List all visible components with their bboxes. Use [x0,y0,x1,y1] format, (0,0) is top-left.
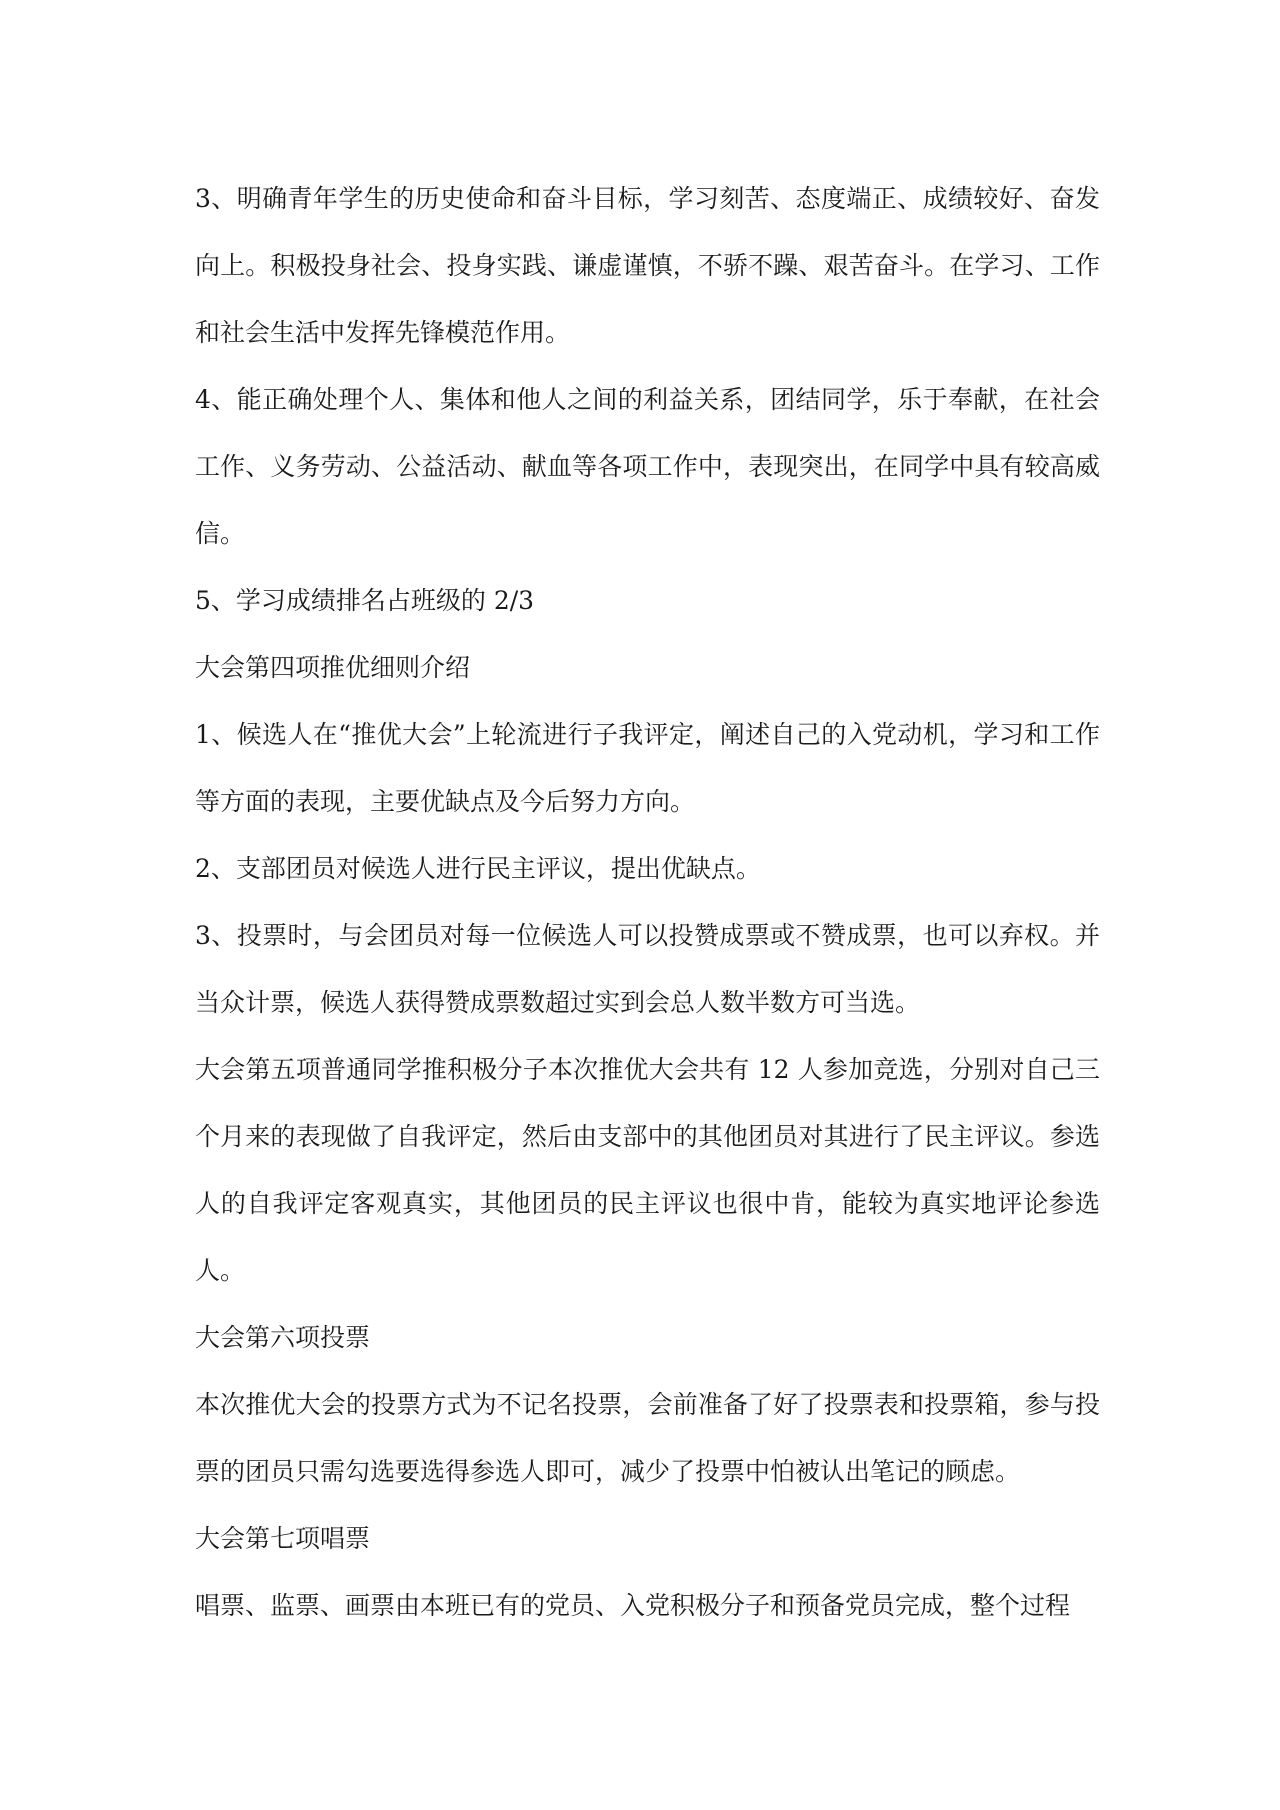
section-heading-4: 大会第四项推优细则介绍 [195,653,471,682]
paragraph-item-5: 5、学习成绩排名占班级的 2/3 [195,586,535,615]
section-heading-6: 大会第六项投票 [195,1323,371,1352]
document-body [195,165,1100,1639]
section-paragraph-5: 大会第五项普通同学推积极分子本次推优大会共有 12 人参加竞选，分别对自己三个月来的表现做了自我评定，然后由支部中的其他团员对其进行了民主评议。参选人的自我评定客观真实，其他团员的民主评议也很中肯，能较为真实地评论参选人。 [195,1055,1100,1285]
paragraph-rule-1: 1、候选人在“推优大会”上轮流进行子我评定，阐述自己的入党动机，学习和工作等方面的表现，主要优缺点及今后努力方向。 [195,720,1100,816]
paragraph-item-4: 4、能正确处理个人、集体和他人之间的利益关系，团结同学，乐于奉献，在社会工作、义务劳动、公益活动、献血等各项工作中，表现突出，在同学中具有较高威信。 [195,385,1100,548]
section-heading-7: 大会第七项唱票 [195,1524,371,1553]
paragraph-rule-2: 2、支部团员对候选人进行民主评议，提出优缺点。 [195,854,761,883]
paragraph-rule-3: 3、投票时，与会团员对每一位候选人可以投赞成票或不赞成票，也可以弃权。并当众计票，候选人获得赞成票数超过实到会总人数半数方可当选。 [195,921,1100,1017]
paragraph-counting: 唱票、监票、画票由本班已有的党员、入党积极分子和预备党员完成，整个过程 [195,1591,1071,1620]
paragraph-item-3: 3、明确青年学生的历史使命和奋斗目标，学习刻苦、态度端正、成绩较好、奋发向上。积极投身社会、投身实践、谦虚谨慎，不骄不躁、艰苦奋斗。在学习、工作和社会生活中发挥先锋模范作用。 [195,184,1100,347]
paragraph-voting: 本次推优大会的投票方式为不记名投票，会前准备了好了投票表和投票箱，参与投票的团员只需勾选要选得参选人即可，减少了投票中怕被认出笔记的顾虑。 [195,1390,1100,1486]
